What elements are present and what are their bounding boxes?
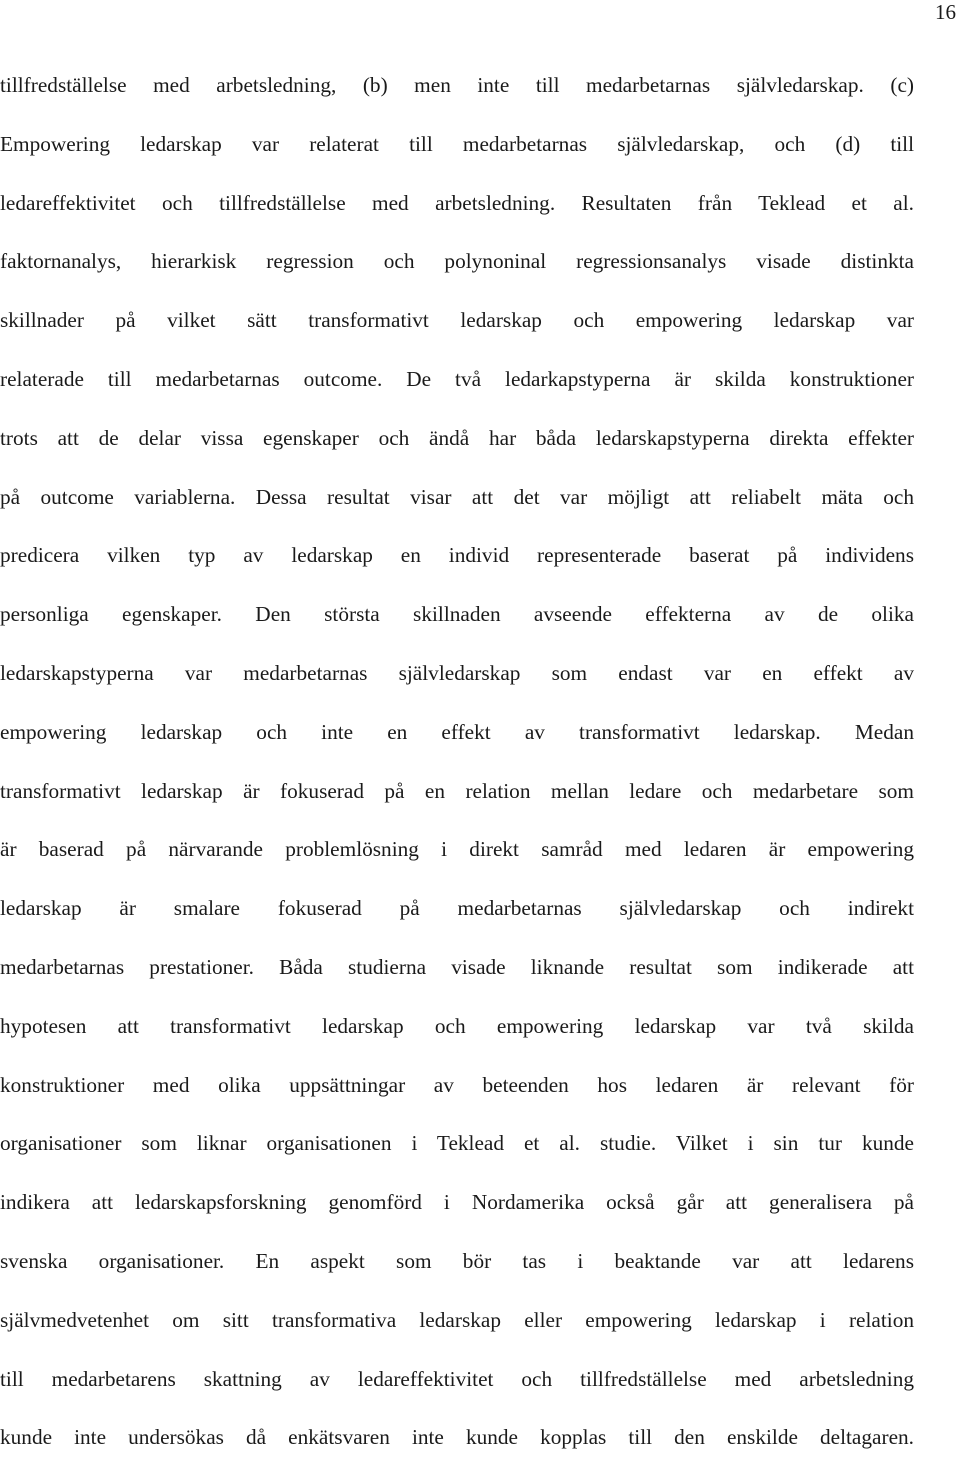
text-line: indikera att ledarskapsforskning genomförd i Nordamerika också går att generalisera på — [0, 1190, 914, 1215]
text-line: organisationer som liknar organisationen i Teklead et al. studie. Vilket i sin tur kunde — [0, 1131, 914, 1156]
text-line: predicera vilken typ av ledarskap en individ representerade baserat på individens — [0, 543, 914, 568]
text-line: konstruktioner med olika uppsättningar av beteenden hos ledaren är relevant för — [0, 1072, 914, 1097]
text-line: är baserad på närvarande problemlösning i direkt samråd med ledaren är empowering — [0, 837, 914, 862]
text-line: självmedvetenhet om sitt transformativa ledarskap eller empowering ledarskap i relation — [0, 1307, 914, 1332]
text-line: empowering ledarskap och inte en effekt av transformativt ledarskap. Medan — [0, 719, 914, 744]
text-line: till medarbetarens skattning av ledareffektivitet och tillfredställelse med arbetsledning — [0, 1366, 914, 1391]
text-line: tillfredställelse med arbetsledning, (b) men inte till medarbetarnas självledarskap. (c) — [0, 73, 914, 97]
text-line: ledarskapstyperna var medarbetarnas självledarskap som endast var en effekt av — [0, 660, 914, 685]
text-line: hypotesen att transformativt ledarskap och empowering ledarskap var två skilda — [0, 1013, 914, 1038]
text-line: på outcome variablerna. Dessa resultat visar att det var möjligt att reliabelt mäta och — [0, 484, 914, 509]
text-line: faktornanalys, hierarkisk regression och polynoninal regressionsanalys visade distinkta — [0, 249, 914, 274]
text-line: skillnader på vilket sätt transformativt ledarskap och empowering ledarskap var — [0, 308, 914, 333]
text-line: medarbetarnas prestationer. Båda studierna visade liknande resultat som indikerade att — [0, 954, 914, 979]
text-line: Empowering ledarskap var relaterat till medarbetarnas självledarskap, och (d) till — [0, 131, 914, 156]
text-line: personliga egenskaper. Den största skillnaden avseende effekterna av de olika — [0, 602, 914, 627]
text-line: kunde inte undersökas då enkätsvaren inte kunde kopplas till den enskilde deltagaren. — [0, 1425, 914, 1450]
text-line: ledareffektivitet och tillfredställelse med arbetsledning. Resultaten från Teklead et al. — [0, 190, 914, 215]
text-line: transformativt ledarskap är fokuserad på en relation mellan ledare och medarbetare som — [0, 778, 914, 803]
page-number: 16 — [935, 0, 956, 24]
body-paragraph — [0, 56, 914, 1467]
text-line: svenska organisationer. En aspekt som bör tas i beaktande var att ledarens — [0, 1248, 914, 1273]
text-line: trots att de delar vissa egenskaper och ändå har båda ledarskapstyperna direkta effekter — [0, 425, 914, 450]
text-line: relaterade till medarbetarnas outcome. De två ledarkapstyperna är skilda konstruktioner — [0, 366, 914, 391]
text-line: ledarskap är smalare fokuserad på medarbetarnas självledarskap och indirekt — [0, 896, 914, 921]
